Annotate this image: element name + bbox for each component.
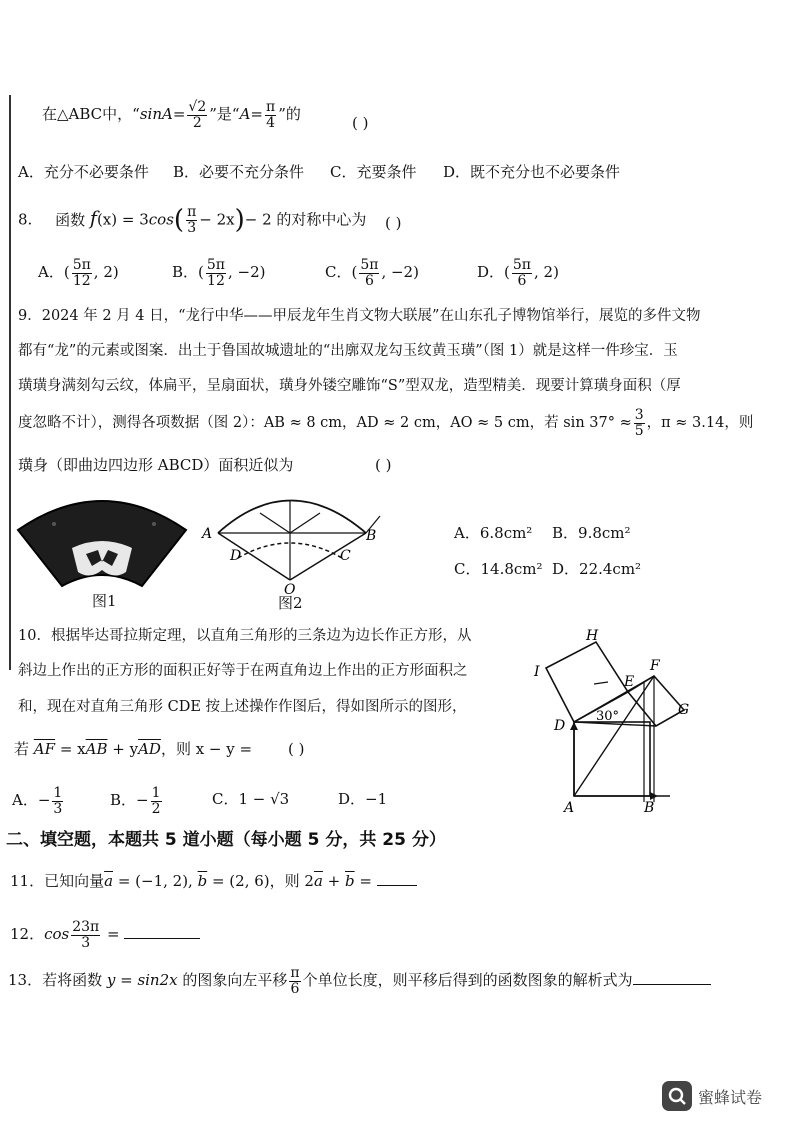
q7-stem: 在△ABC中，“sinA= $\frac{√2}{2}$ ”是“A= $\frac{\pi}{4}$ ”的	[42, 99, 301, 131]
angle-30-label: 30°	[596, 709, 620, 724]
point-F-label: F	[650, 658, 660, 674]
q13-answer-blank[interactable]	[633, 984, 711, 985]
q9-line1: 9．2024 年 2 月 4 日，“龙行中华——甲辰龙年生肖文物大联展”在山东孔子博物馆举行，展览的多件文物	[18, 308, 701, 324]
footer-logo	[662, 1078, 762, 1114]
q7-answer-paren: ( )	[352, 114, 369, 132]
point-E-label: E	[624, 674, 635, 690]
point-H-label: H	[586, 628, 599, 644]
q12-answer-blank[interactable]	[124, 938, 200, 939]
q7-prefix: 在△ABC中，	[42, 105, 133, 124]
q10-option-d: D．−1	[338, 790, 388, 808]
q8-frac-pi-over-3: $\frac{\pi}{3}$	[187, 204, 197, 237]
q9-fig1-label: 图1	[92, 592, 117, 610]
q10-line2: 斜边上作出的正方形的面积正好等于在两直角边上作出的正方形面积之	[18, 663, 468, 679]
q11-stem: 11．已知向量$\overline{a} = (-1$, 2), $\overline{b} = (2$, 6)，则 $2\overline{a} + \overline{b}$ =	[10, 872, 417, 890]
point-A-label: A	[202, 526, 213, 542]
section2-title: 二、填空题，本题共 5 道小题（每小题 5 分，共 25 分）	[6, 830, 446, 850]
q7-frac-sqrt2-over-2: $\frac{√2}{2}$	[188, 99, 207, 131]
footer-logo-text: 蜜蜂试卷	[698, 1087, 763, 1107]
q9-frac-3-over-5: $\frac{3}{5}$	[634, 407, 644, 439]
q8-option-a: A．( $\frac{5\pi}{12}$ , 2)	[38, 257, 119, 289]
q10-line1: 10．根据毕达哥拉斯定理，以直角三角形的三条边为边长作正方形，从	[18, 628, 472, 644]
q10-answer-paren: ( )	[288, 740, 305, 758]
q9-option-c: C．14.8cm²	[454, 560, 543, 578]
q7-option-a: A．充分不必要条件	[18, 163, 149, 181]
margin-rule	[9, 95, 11, 670]
q9-line5: 璜身（即曲边四边形 ABCD）面积近似为	[18, 456, 294, 474]
point-B-label: B	[366, 528, 377, 544]
q10-option-c: C．1 − √3	[212, 790, 290, 808]
q9-line2: 都有“龙”的元素或图案．出土于鲁国故城遗址的“出廓双龙勾玉纹黄玉璜”（图 1）就是这样一件珍宝．玉	[18, 343, 678, 359]
q8-option-b: B．( $\frac{5\pi}{12}$ , −2)	[172, 257, 266, 289]
point-D-label: D	[230, 548, 242, 564]
q9-figure2-diagram	[200, 488, 390, 598]
q10-option-a: A．− $\frac{1}{3}$	[12, 785, 63, 817]
q10-figure-diagram	[528, 622, 718, 818]
q7-option-d: D．既不充分也不必要条件	[443, 163, 621, 181]
q7-option-b: B．必要不充分条件	[173, 163, 305, 181]
point-I-label: I	[534, 664, 540, 680]
q10-line3: 和，现在对直角三角形 CDE 按上述操作作图后，得如图所示的图形，	[18, 699, 467, 715]
q11-answer-blank[interactable]	[377, 885, 417, 886]
q7-sinA: sinA	[139, 105, 173, 124]
q10-line4: 若 $\overline{AF} = x\overline{AB} + y\overline{AD}$，则 x − y =	[14, 740, 253, 758]
outer-arc	[218, 501, 366, 534]
point-B-label: B	[644, 800, 655, 816]
q9-answer-paren: ( )	[375, 456, 392, 474]
q13-frac-pi-over-6: $\frac{\pi}{6}$	[290, 965, 300, 997]
q9-line4: 度忽略不计），测得各项数据（图 2）：AB ≈ 8 cm，AD ≈ 2 cm，AO ≈ 5 cm，若 sin 37° ≈ $\frac{3}{5}$ ，π ≈ 3.14，则	[18, 407, 754, 439]
q9-option-d: D．22.4cm²	[552, 560, 642, 578]
q7-frac-pi-over-4: $\frac{\pi}{4}$	[266, 99, 276, 131]
q9-fig2-label: 图2	[278, 594, 303, 612]
q9-option-a: A．6.8cm²	[454, 524, 533, 542]
q8-option-d: D．( $\frac{5\pi}{6}$ , 2)	[477, 257, 559, 289]
q13-stem: 13．若将函数 y = sin2x 的图象向左平移 $\frac{\pi}{6}$ 个单位长度，则平移后得到的函数图象的解析式为	[8, 966, 711, 996]
q9-line3: 璜璜身满刻勾云纹，体扁平，呈扇面状，璜身外镂空雕饰“S”型双龙，造型精美．现要计算璜身面积（厚	[18, 378, 681, 394]
bee-logo-icon	[662, 1081, 692, 1111]
q8-stem: 8. 函数 f(x) = 3cos( $\frac{\pi}{3}$ − 2x)− 2 的对称中心为	[18, 204, 367, 237]
q7-option-c: C．充要条件	[330, 163, 417, 181]
point-D-label: D	[554, 718, 566, 734]
point-A-label: A	[564, 800, 575, 816]
q10-option-b: B．− $\frac{1}{2}$	[110, 785, 161, 817]
point-C-label: C	[340, 548, 351, 564]
q8-option-c: C．( $\frac{5\pi}{6}$ , −2)	[325, 257, 419, 289]
point-O-label: O	[284, 582, 296, 598]
q12-frac-23pi-over-3: $\frac{23\pi}{3}$	[72, 919, 100, 951]
q9-option-b: B．9.8cm²	[552, 524, 631, 542]
point-G-label: G	[678, 702, 690, 718]
q8-answer-paren: ( )	[385, 214, 402, 232]
q9-figure1-jade-fan	[14, 490, 190, 600]
q12-stem: 12．cos $\frac{23\pi}{3}$ =	[10, 920, 200, 950]
